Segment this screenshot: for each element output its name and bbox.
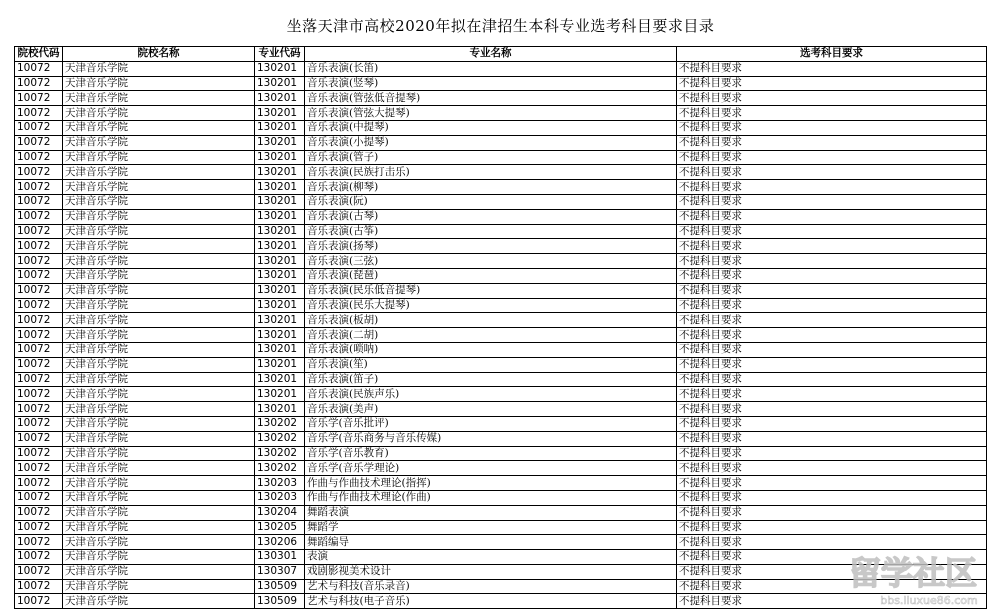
table-row xyxy=(15,224,987,239)
school-code-cell: 10072 xyxy=(15,313,63,328)
major-code-cell: 130201 xyxy=(255,150,305,165)
major-name-cell: 音乐表演(民乐大提琴) xyxy=(305,298,677,313)
major-name-cell: 艺术与科技(音乐录音) xyxy=(305,579,677,594)
table-row xyxy=(15,194,987,209)
requirement-cell: 不提科目要求 xyxy=(677,106,987,121)
table-row xyxy=(15,490,987,505)
requirement-cell: 不提科目要求 xyxy=(677,416,987,431)
major-name-cell: 音乐表演(民乐低音提琴) xyxy=(305,283,677,298)
table-row xyxy=(15,505,987,520)
major-code-cell: 130201 xyxy=(255,239,305,254)
requirement-cell: 不提科目要求 xyxy=(677,268,987,283)
requirement-cell: 不提科目要求 xyxy=(677,387,987,402)
major-code-cell: 130203 xyxy=(255,476,305,491)
requirement-cell: 不提科目要求 xyxy=(677,328,987,343)
school-name-cell: 天津音乐学院 xyxy=(63,224,255,239)
table-row xyxy=(15,283,987,298)
table-row xyxy=(15,239,987,254)
header-school-code: 院校代码 xyxy=(15,47,63,62)
school-code-cell: 10072 xyxy=(15,505,63,520)
major-code-cell: 130201 xyxy=(255,76,305,91)
major-code-cell: 130201 xyxy=(255,268,305,283)
major-code-cell: 130201 xyxy=(255,180,305,195)
school-code-cell: 10072 xyxy=(15,165,63,180)
major-code-cell: 130201 xyxy=(255,224,305,239)
school-name-cell: 天津音乐学院 xyxy=(63,283,255,298)
requirement-cell: 不提科目要求 xyxy=(677,461,987,476)
major-code-cell: 130301 xyxy=(255,550,305,565)
major-code-cell: 130201 xyxy=(255,372,305,387)
school-name-cell: 天津音乐学院 xyxy=(63,372,255,387)
school-name-cell: 天津音乐学院 xyxy=(63,298,255,313)
requirement-cell: 不提科目要求 xyxy=(677,180,987,195)
table-row xyxy=(15,357,987,372)
major-name-cell: 音乐表演(中提琴) xyxy=(305,120,677,135)
requirement-cell: 不提科目要求 xyxy=(677,535,987,550)
major-name-cell: 艺术与科技(电子音乐) xyxy=(305,594,677,609)
school-name-cell: 天津音乐学院 xyxy=(63,165,255,180)
requirement-cell: 不提科目要求 xyxy=(677,372,987,387)
major-name-cell: 音乐表演(笛子) xyxy=(305,372,677,387)
major-code-cell: 130201 xyxy=(255,254,305,269)
school-code-cell: 10072 xyxy=(15,194,63,209)
school-name-cell: 天津音乐学院 xyxy=(63,342,255,357)
major-name-cell: 音乐表演(古琴) xyxy=(305,209,677,224)
school-name-cell: 天津音乐学院 xyxy=(63,254,255,269)
major-code-cell: 130201 xyxy=(255,283,305,298)
major-code-cell: 130201 xyxy=(255,298,305,313)
requirement-cell: 不提科目要求 xyxy=(677,579,987,594)
table-row xyxy=(15,76,987,91)
major-code-cell: 130205 xyxy=(255,520,305,535)
major-name-cell: 舞蹈表演 xyxy=(305,505,677,520)
requirement-cell: 不提科目要求 xyxy=(677,357,987,372)
table-row xyxy=(15,564,987,579)
school-code-cell: 10072 xyxy=(15,431,63,446)
school-name-cell: 天津音乐学院 xyxy=(63,120,255,135)
school-code-cell: 10072 xyxy=(15,461,63,476)
school-code-cell: 10072 xyxy=(15,594,63,609)
table-row xyxy=(15,180,987,195)
table-row xyxy=(15,476,987,491)
school-code-cell: 10072 xyxy=(15,209,63,224)
major-code-cell: 130201 xyxy=(255,313,305,328)
table-row xyxy=(15,461,987,476)
table-row xyxy=(15,328,987,343)
major-name-cell: 音乐表演(唢呐) xyxy=(305,342,677,357)
major-code-cell: 130201 xyxy=(255,357,305,372)
school-code-cell: 10072 xyxy=(15,120,63,135)
requirement-cell: 不提科目要求 xyxy=(677,313,987,328)
school-code-cell: 10072 xyxy=(15,402,63,417)
requirement-cell: 不提科目要求 xyxy=(677,135,987,150)
school-name-cell: 天津音乐学院 xyxy=(63,313,255,328)
school-code-cell: 10072 xyxy=(15,550,63,565)
school-name-cell: 天津音乐学院 xyxy=(63,520,255,535)
school-code-cell: 10072 xyxy=(15,150,63,165)
school-name-cell: 天津音乐学院 xyxy=(63,476,255,491)
major-name-cell: 音乐学(音乐教育) xyxy=(305,446,677,461)
school-code-cell: 10072 xyxy=(15,372,63,387)
major-name-cell: 音乐表演(民族打击乐) xyxy=(305,165,677,180)
school-name-cell: 天津音乐学院 xyxy=(63,402,255,417)
school-code-cell: 10072 xyxy=(15,520,63,535)
school-code-cell: 10072 xyxy=(15,328,63,343)
major-code-cell: 130201 xyxy=(255,342,305,357)
school-code-cell: 10072 xyxy=(15,239,63,254)
major-code-cell: 130202 xyxy=(255,461,305,476)
requirement-cell: 不提科目要求 xyxy=(677,431,987,446)
major-code-cell: 130206 xyxy=(255,535,305,550)
major-name-cell: 音乐表演(管子) xyxy=(305,150,677,165)
school-code-cell: 10072 xyxy=(15,180,63,195)
requirement-cell: 不提科目要求 xyxy=(677,91,987,106)
major-name-cell: 音乐表演(三弦) xyxy=(305,254,677,269)
table-row xyxy=(15,150,987,165)
major-code-cell: 130307 xyxy=(255,564,305,579)
major-code-cell: 130201 xyxy=(255,120,305,135)
school-code-cell: 10072 xyxy=(15,91,63,106)
requirement-cell: 不提科目要求 xyxy=(677,194,987,209)
header-school-name: 院校名称 xyxy=(63,47,255,62)
major-name-cell: 音乐表演(竖琴) xyxy=(305,76,677,91)
major-name-cell: 音乐表演(美声) xyxy=(305,402,677,417)
school-name-cell: 天津音乐学院 xyxy=(63,535,255,550)
school-name-cell: 天津音乐学院 xyxy=(63,135,255,150)
major-name-cell: 音乐表演(长笛) xyxy=(305,61,677,76)
major-code-cell: 130509 xyxy=(255,579,305,594)
school-code-cell: 10072 xyxy=(15,564,63,579)
major-name-cell: 音乐表演(古筝) xyxy=(305,224,677,239)
requirement-cell: 不提科目要求 xyxy=(677,490,987,505)
school-name-cell: 天津音乐学院 xyxy=(63,461,255,476)
header-major-code: 专业代码 xyxy=(255,47,305,62)
school-name-cell: 天津音乐学院 xyxy=(63,387,255,402)
school-name-cell: 天津音乐学院 xyxy=(63,150,255,165)
major-name-cell: 音乐表演(二胡) xyxy=(305,328,677,343)
requirement-cell: 不提科目要求 xyxy=(677,550,987,565)
watermark-text: 留学社区 xyxy=(848,554,978,592)
major-name-cell: 音乐表演(民族声乐) xyxy=(305,387,677,402)
school-name-cell: 天津音乐学院 xyxy=(63,550,255,565)
school-code-cell: 10072 xyxy=(15,61,63,76)
major-name-cell: 音乐表演(扬琴) xyxy=(305,239,677,254)
table-row xyxy=(15,91,987,106)
school-name-cell: 天津音乐学院 xyxy=(63,106,255,121)
major-name-cell: 舞蹈学 xyxy=(305,520,677,535)
school-code-cell: 10072 xyxy=(15,298,63,313)
major-name-cell: 音乐表演(小提琴) xyxy=(305,135,677,150)
table-row xyxy=(15,550,987,565)
table-row xyxy=(15,313,987,328)
school-name-cell: 天津音乐学院 xyxy=(63,564,255,579)
major-code-cell: 130201 xyxy=(255,61,305,76)
major-code-cell: 130204 xyxy=(255,505,305,520)
school-name-cell: 天津音乐学院 xyxy=(63,194,255,209)
major-code-cell: 130201 xyxy=(255,135,305,150)
requirement-cell: 不提科目要求 xyxy=(677,165,987,180)
requirement-cell: 不提科目要求 xyxy=(677,76,987,91)
requirement-cell: 不提科目要求 xyxy=(677,476,987,491)
major-name-cell: 音乐学(音乐商务与音乐传媒) xyxy=(305,431,677,446)
table-row xyxy=(15,106,987,121)
table-row xyxy=(15,342,987,357)
table-row xyxy=(15,594,987,609)
school-name-cell: 天津音乐学院 xyxy=(63,91,255,106)
school-name-cell: 天津音乐学院 xyxy=(63,579,255,594)
school-code-cell: 10072 xyxy=(15,535,63,550)
requirement-cell: 不提科目要求 xyxy=(677,224,987,239)
school-name-cell: 天津音乐学院 xyxy=(63,76,255,91)
requirement-cell: 不提科目要求 xyxy=(677,402,987,417)
school-code-cell: 10072 xyxy=(15,490,63,505)
major-name-cell: 音乐表演(管弦大提琴) xyxy=(305,106,677,121)
watermark-url: bbs.liuxue86.com xyxy=(880,594,978,607)
major-code-cell: 130201 xyxy=(255,209,305,224)
table-row xyxy=(15,387,987,402)
requirement-cell: 不提科目要求 xyxy=(677,564,987,579)
school-code-cell: 10072 xyxy=(15,342,63,357)
table-row xyxy=(15,135,987,150)
requirement-cell: 不提科目要求 xyxy=(677,342,987,357)
major-name-cell: 舞蹈编导 xyxy=(305,535,677,550)
school-name-cell: 天津音乐学院 xyxy=(63,416,255,431)
major-name-cell: 音乐学(音乐批评) xyxy=(305,416,677,431)
school-name-cell: 天津音乐学院 xyxy=(63,594,255,609)
table-row xyxy=(15,372,987,387)
table-row xyxy=(15,402,987,417)
major-code-cell: 130202 xyxy=(255,416,305,431)
school-name-cell: 天津音乐学院 xyxy=(63,505,255,520)
major-code-cell: 130203 xyxy=(255,490,305,505)
major-name-cell: 音乐表演(管弦低音提琴) xyxy=(305,91,677,106)
school-code-cell: 10072 xyxy=(15,106,63,121)
table-row xyxy=(15,579,987,594)
requirement-cell: 不提科目要求 xyxy=(677,150,987,165)
table-row xyxy=(15,61,987,76)
school-name-cell: 天津音乐学院 xyxy=(63,209,255,224)
major-name-cell: 音乐表演(板胡) xyxy=(305,313,677,328)
header-major-name: 专业名称 xyxy=(305,47,677,62)
major-code-cell: 130201 xyxy=(255,402,305,417)
major-name-cell: 音乐表演(阮) xyxy=(305,194,677,209)
major-name-cell: 表演 xyxy=(305,550,677,565)
requirement-cell: 不提科目要求 xyxy=(677,520,987,535)
school-name-cell: 天津音乐学院 xyxy=(63,446,255,461)
school-code-cell: 10072 xyxy=(15,268,63,283)
requirement-cell: 不提科目要求 xyxy=(677,505,987,520)
page-title: 坐落天津市高校2020年拟在津招生本科专业选考科目要求目录 xyxy=(286,17,715,35)
table-row xyxy=(15,446,987,461)
table-row xyxy=(15,254,987,269)
school-name-cell: 天津音乐学院 xyxy=(63,61,255,76)
requirement-cell: 不提科目要求 xyxy=(677,120,987,135)
major-name-cell: 作曲与作曲技术理论(作曲) xyxy=(305,490,677,505)
major-name-cell: 戏剧影视美术设计 xyxy=(305,564,677,579)
major-code-cell: 130201 xyxy=(255,91,305,106)
school-code-cell: 10072 xyxy=(15,135,63,150)
requirement-cell: 不提科目要求 xyxy=(677,239,987,254)
school-name-cell: 天津音乐学院 xyxy=(63,268,255,283)
school-code-cell: 10072 xyxy=(15,476,63,491)
table-row xyxy=(15,298,987,313)
major-name-cell: 音乐表演(柳琴) xyxy=(305,180,677,195)
major-code-cell: 130202 xyxy=(255,431,305,446)
table-row xyxy=(15,165,987,180)
school-code-cell: 10072 xyxy=(15,283,63,298)
school-code-cell: 10072 xyxy=(15,446,63,461)
table-row xyxy=(15,209,987,224)
table-row xyxy=(15,120,987,135)
school-name-cell: 天津音乐学院 xyxy=(63,431,255,446)
school-name-cell: 天津音乐学院 xyxy=(63,180,255,195)
table-row xyxy=(15,416,987,431)
major-code-cell: 130201 xyxy=(255,165,305,180)
major-name-cell: 音乐学(音乐学理论) xyxy=(305,461,677,476)
school-code-cell: 10072 xyxy=(15,579,63,594)
major-code-cell: 130509 xyxy=(255,594,305,609)
table-row xyxy=(15,268,987,283)
requirement-cell: 不提科目要求 xyxy=(677,446,987,461)
requirement-cell: 不提科目要求 xyxy=(677,298,987,313)
major-code-cell: 130201 xyxy=(255,387,305,402)
requirement-cell: 不提科目要求 xyxy=(677,209,987,224)
major-name-cell: 音乐表演(琵琶) xyxy=(305,268,677,283)
major-code-cell: 130201 xyxy=(255,328,305,343)
school-code-cell: 10072 xyxy=(15,416,63,431)
table-row xyxy=(15,535,987,550)
major-code-cell: 130201 xyxy=(255,194,305,209)
requirement-cell: 不提科目要求 xyxy=(677,283,987,298)
school-code-cell: 10072 xyxy=(15,254,63,269)
school-code-cell: 10072 xyxy=(15,76,63,91)
school-code-cell: 10072 xyxy=(15,387,63,402)
header-row xyxy=(15,47,987,62)
major-code-cell: 130201 xyxy=(255,106,305,121)
major-code-cell: 130202 xyxy=(255,446,305,461)
requirement-cell: 不提科目要求 xyxy=(677,594,987,609)
requirement-cell: 不提科目要求 xyxy=(677,254,987,269)
table-row xyxy=(15,520,987,535)
school-name-cell: 天津音乐学院 xyxy=(63,357,255,372)
table-row xyxy=(15,431,987,446)
school-name-cell: 天津音乐学院 xyxy=(63,490,255,505)
school-name-cell: 天津音乐学院 xyxy=(63,239,255,254)
school-name-cell: 天津音乐学院 xyxy=(63,328,255,343)
school-code-cell: 10072 xyxy=(15,357,63,372)
header-subject-requirement: 选考科目要求 xyxy=(677,47,987,62)
catalog-table xyxy=(14,46,987,609)
major-name-cell: 作曲与作曲技术理论(指挥) xyxy=(305,476,677,491)
requirement-cell: 不提科目要求 xyxy=(677,61,987,76)
school-code-cell: 10072 xyxy=(15,224,63,239)
major-name-cell: 音乐表演(笙) xyxy=(305,357,677,372)
